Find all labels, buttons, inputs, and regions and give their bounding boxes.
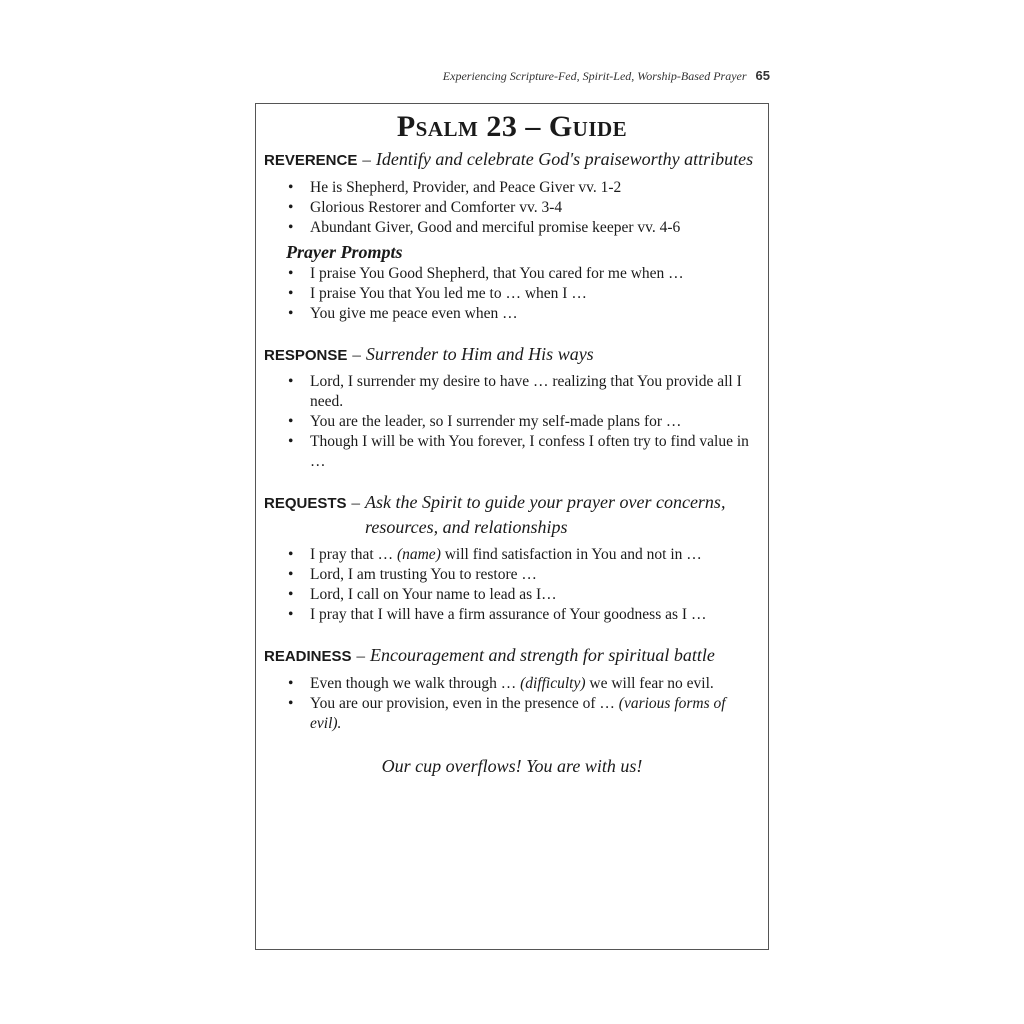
list-item: • You are the leader, so I surrender my self-made plans for … <box>288 412 760 432</box>
list-item-text: Even though we walk through … <box>310 675 517 692</box>
list-item: • He is Shepherd, Provider, and Peace Giver vv. 1-2 <box>288 178 760 198</box>
requests-dash: – <box>351 493 361 513</box>
prayer-prompts-list <box>264 264 760 324</box>
list-item: • Abundant Giver, Good and merciful promise keeper vv. 4-6 <box>288 218 760 238</box>
list-item <box>288 694 760 734</box>
list-item-text: I pray that … <box>310 546 394 564</box>
section-spacer <box>264 625 760 643</box>
evil-placeholder: (various forms of evil). <box>310 695 726 732</box>
psalm-guide-box <box>255 103 769 950</box>
list-item: • I praise You that You led me to … when I … <box>288 284 760 304</box>
section-spacer <box>264 324 760 342</box>
section-requests <box>264 490 760 625</box>
readiness-list <box>264 674 760 734</box>
list-item: • Glorious Restorer and Comforter vv. 3-4 <box>288 198 760 218</box>
difficulty-placeholder: (difficulty) <box>520 675 586 692</box>
running-header <box>443 68 770 84</box>
list-item-text: we will fear no evil. <box>589 675 714 692</box>
readiness-label: READINESS <box>264 648 352 666</box>
list-item <box>288 545 760 565</box>
reverence-description: Identify and celebrate God's praiseworthy attributes <box>375 149 754 169</box>
reverence-label: REVERENCE <box>264 152 358 169</box>
list-item <box>288 674 760 694</box>
section-readiness <box>264 643 760 734</box>
readiness-dash: – <box>356 646 366 666</box>
response-description: Surrender to Him and His ways <box>365 343 594 364</box>
reverence-list <box>264 178 760 238</box>
page-number: 65 <box>755 68 770 83</box>
list-item: • Lord, I call on Your name to lead as I… <box>288 585 760 605</box>
reverence-heading <box>264 147 760 172</box>
response-heading <box>264 342 760 367</box>
requests-heading <box>264 490 760 539</box>
readiness-heading <box>264 643 760 668</box>
list-item: • I pray that I will have a firm assurance of Your goodness as I … <box>288 605 760 625</box>
list-item: • I praise You Good Shepherd, that You cared for me when … <box>288 264 760 284</box>
requests-label: REQUESTS <box>264 495 347 513</box>
section-response <box>264 342 760 473</box>
running-header-title: Experiencing Scripture-Fed, Spirit-Led, Worship-Based Prayer <box>442 69 747 83</box>
response-label: RESPONSE <box>264 346 348 364</box>
name-placeholder: (name) <box>396 546 441 564</box>
section-spacer <box>264 472 760 490</box>
list-item: • You give me peace even when … <box>288 304 760 324</box>
response-list <box>264 372 760 472</box>
list-item: • Lord, I surrender my desire to have … realizing that You provide all I need. <box>288 372 760 412</box>
list-item: • Though I will be with You forever, I confess I often try to find value in … <box>288 432 760 472</box>
requests-list <box>264 545 760 625</box>
list-item-text: will find satisfaction in You and not in … <box>444 546 702 564</box>
section-reverence <box>264 147 760 324</box>
list-item: • Lord, I am trusting You to restore … <box>288 565 760 585</box>
guide-title: Psalm 23 – Guide <box>396 110 628 143</box>
readiness-description: Encouragement and strength for spiritual battle <box>370 645 715 666</box>
response-dash: – <box>352 344 361 364</box>
closing-line: Our cup overflows! You are with us! <box>381 756 643 776</box>
prayer-prompts-heading: Prayer Prompts <box>286 241 403 262</box>
requests-description: Ask the Spirit to guide your prayer over concerns, resources, and relationships <box>365 492 726 537</box>
list-item-text: You are our provision, even in the presence of … <box>310 695 615 712</box>
reverence-dash: – <box>362 150 371 169</box>
